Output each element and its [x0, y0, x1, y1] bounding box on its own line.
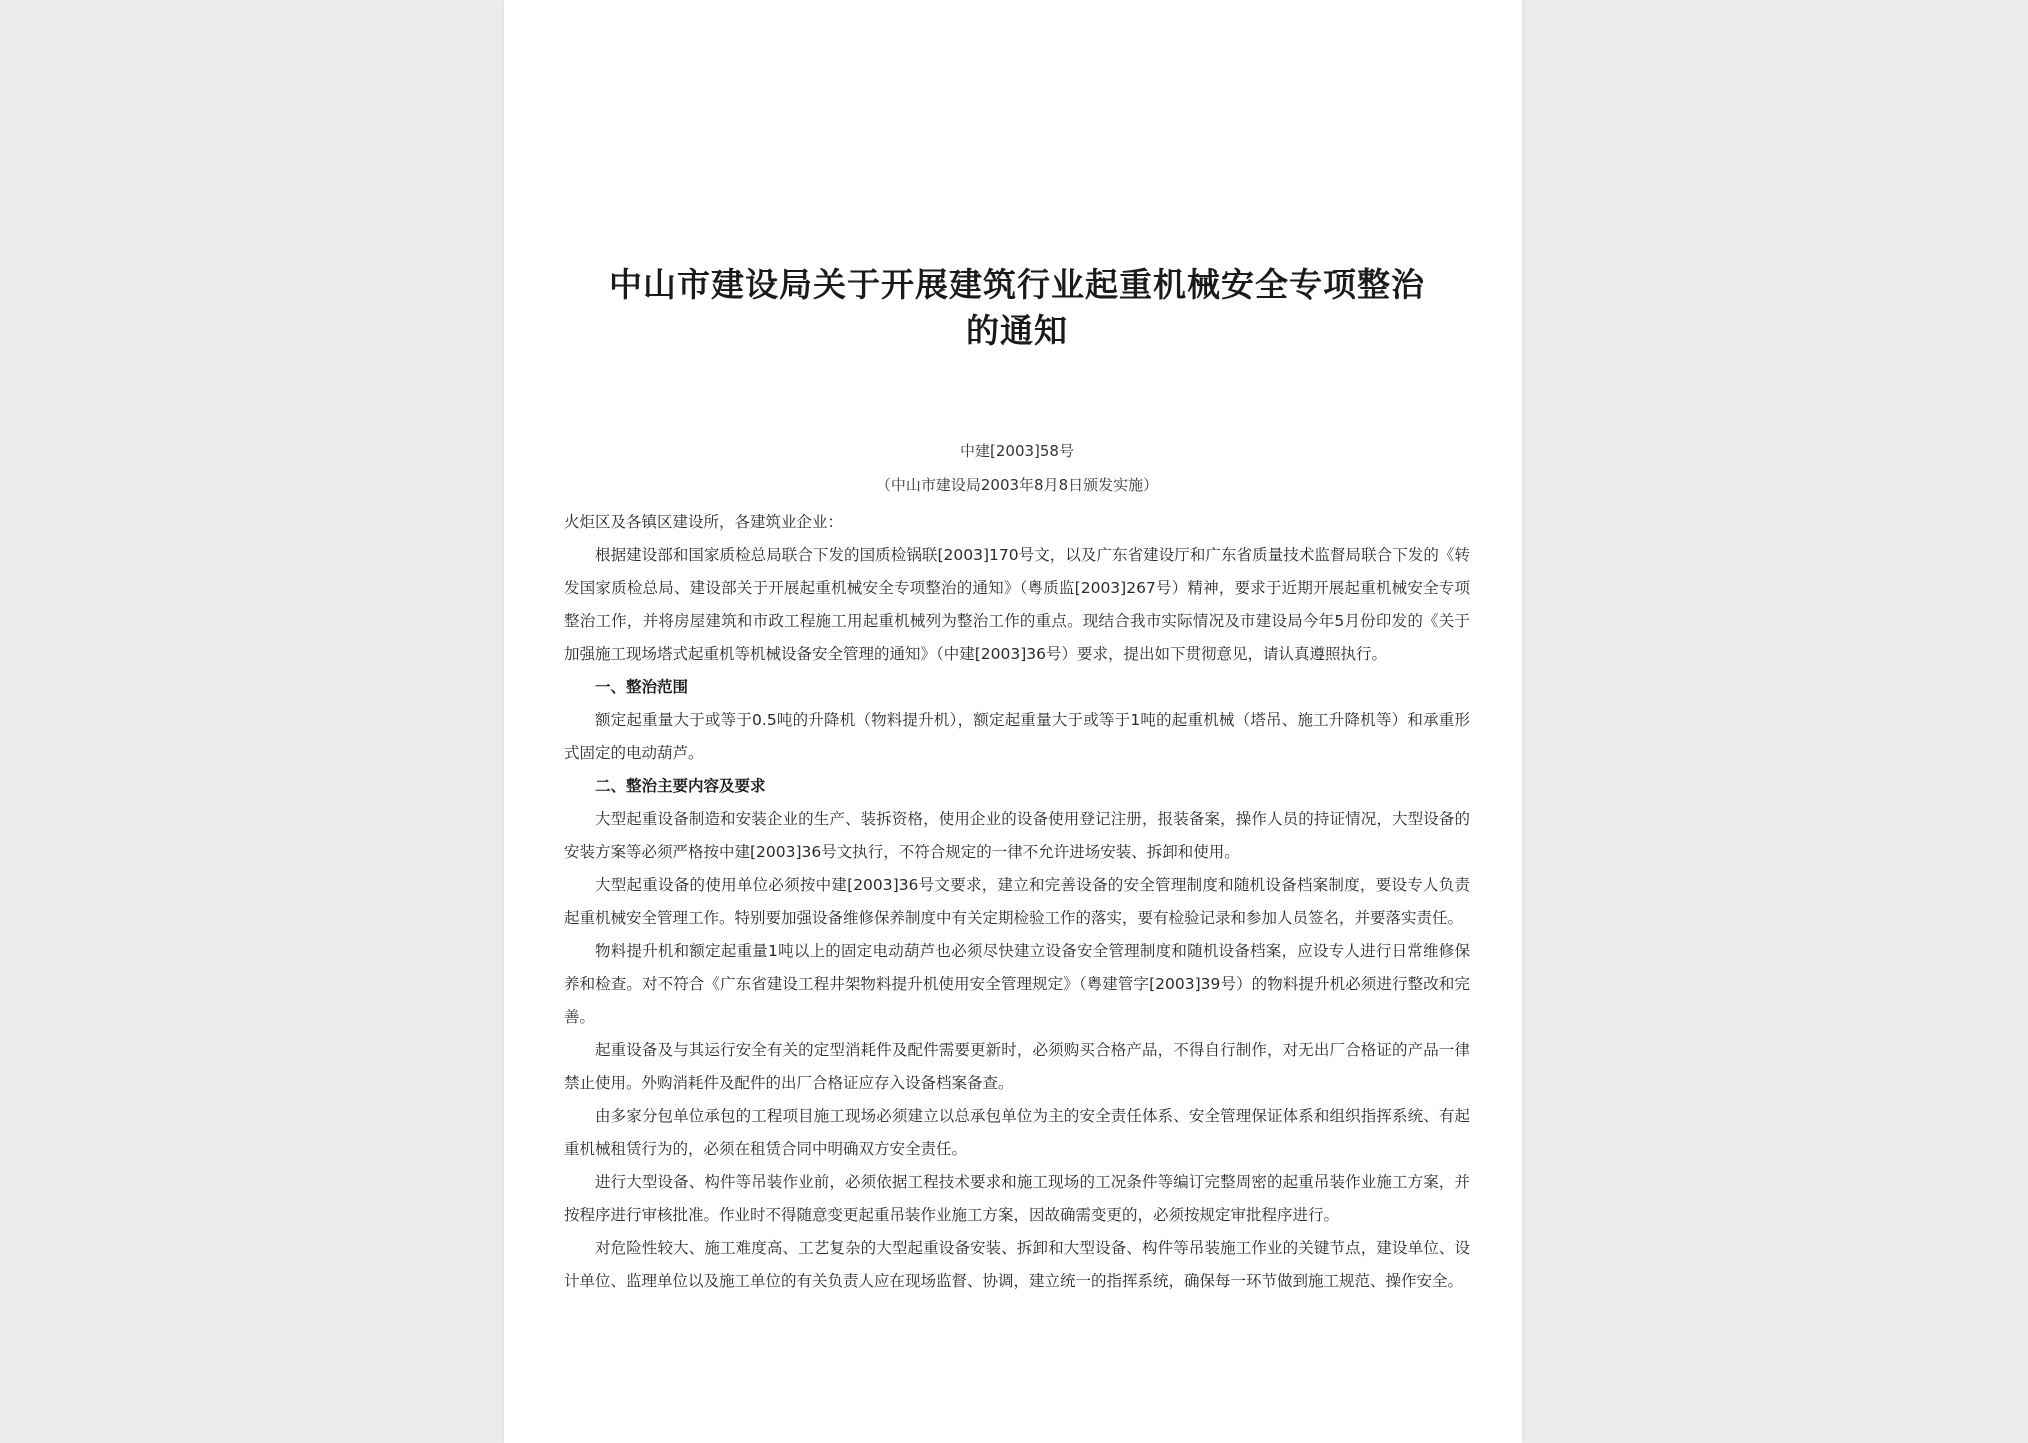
section-2-paragraph-3: 物料提升机和额定起重量1吨以上的固定电动葫芦也必须尽快建立设备安全管理制度和随机设备档案，应设专人进行日常维修保养和检查。对不符合《广东省建设工程井架物料提升机使用安全管理规定》（粤建管字[2003]39号）的物料提升机必须进行整改和完善。: [564, 942, 1470, 1026]
section-2-paragraph-6: 进行大型设备、构件等吊装作业前，必须依据工程技术要求和施工现场的工况条件等编订完整周密的起重吊装作业施工方案，并按程序进行审核批准。作业时不得随意变更起重吊装作业施工方案，因故确需变更的，必须按规定审批程序进行。: [564, 1173, 1470, 1224]
document-page: [504, 0, 1522, 1443]
section-2-heading: 二、整治主要内容及要求: [595, 777, 766, 795]
document-body: [564, 506, 1470, 1298]
section-1-heading: 一、整治范围: [595, 678, 689, 696]
document-number: 中建[2003]58号: [960, 442, 1074, 460]
section-2-paragraph-5: 由多家分包单位承包的工程项目施工现场必须建立以总承包单位为主的安全责任体系、安全管理保证体系和组织指挥系统、有起重机械租赁行为的，必须在租赁合同中明确双方安全责任。: [564, 1107, 1470, 1158]
section-2-paragraph-2: 大型起重设备的使用单位必须按中建[2003]36号文要求，建立和完善设备的安全管理制度和随机设备档案制度，要设专人负责起重机械安全管理工作。特别要加强设备维修保养制度中有关定期检验工作的落实，要有检验记录和参加人员签名，并要落实责任。: [564, 876, 1470, 927]
section-2-paragraph-4: 起重设备及与其运行安全有关的定型消耗件及配件需要更新时，必须购买合格产品，不得自行制作，对无出厂合格证的产品一律禁止使用。外购消耗件及配件的出厂合格证应存入设备档案备查。: [564, 1041, 1470, 1092]
section-2-paragraph-1: 大型起重设备制造和安装企业的生产、装拆资格，使用企业的设备使用登记注册，报装备案，操作人员的持证情况，大型设备的安装方案等必须严格按中建[2003]36号文执行，不符合规定的一律不允许进场安装、拆卸和使用。: [564, 810, 1470, 861]
issue-info: （中山市建设局2003年8月8日颁发实施）: [875, 476, 1159, 494]
title-line-1: 中山市建设局关于开展建筑行业起重机械安全专项整治: [609, 265, 1425, 304]
title-line-2: 的通知: [966, 311, 1068, 350]
document-title: [564, 262, 1470, 354]
section-2-paragraph-7: 对危险性较大、施工难度高、工艺复杂的大型起重设备安装、拆卸和大型设备、构件等吊装施工作业的关键节点，建设单位、设计单位、监理单位以及施工单位的有关负责人应在现场监督、协调，建立统一的指挥系统，确保每一环节做到施工规范、操作安全。: [564, 1239, 1470, 1290]
addressee: 火炬区及各镇区建设所，各建筑业企业：: [564, 513, 844, 531]
section-1-paragraph: 额定起重量大于或等于0.5吨的升降机（物料提升机），额定起重量大于或等于1吨的起重机械（塔吊、施工升降机等）和承重形式固定的电动葫芦。: [564, 711, 1470, 762]
intro-paragraph: 根据建设部和国家质检总局联合下发的国质检锅联[2003]170号文，以及广东省建设厅和广东省质量技术监督局联合下发的《转发国家质检总局、建设部关于开展起重机械安全专项整治的通知》（粤质监[2003]267号）精神，要求于近期开展起重机械安全专项整治工作，并将房屋建筑和市政工程施工用起重机械列为整治工作的重点。现结合我市实际情况及市建设局今年5月份印发的《关于加强施工现场塔式起重机等机械设备安全管理的通知》（中建[2003]36号）要求，提出如下贯彻意见，请认真遵照执行。: [564, 546, 1470, 663]
